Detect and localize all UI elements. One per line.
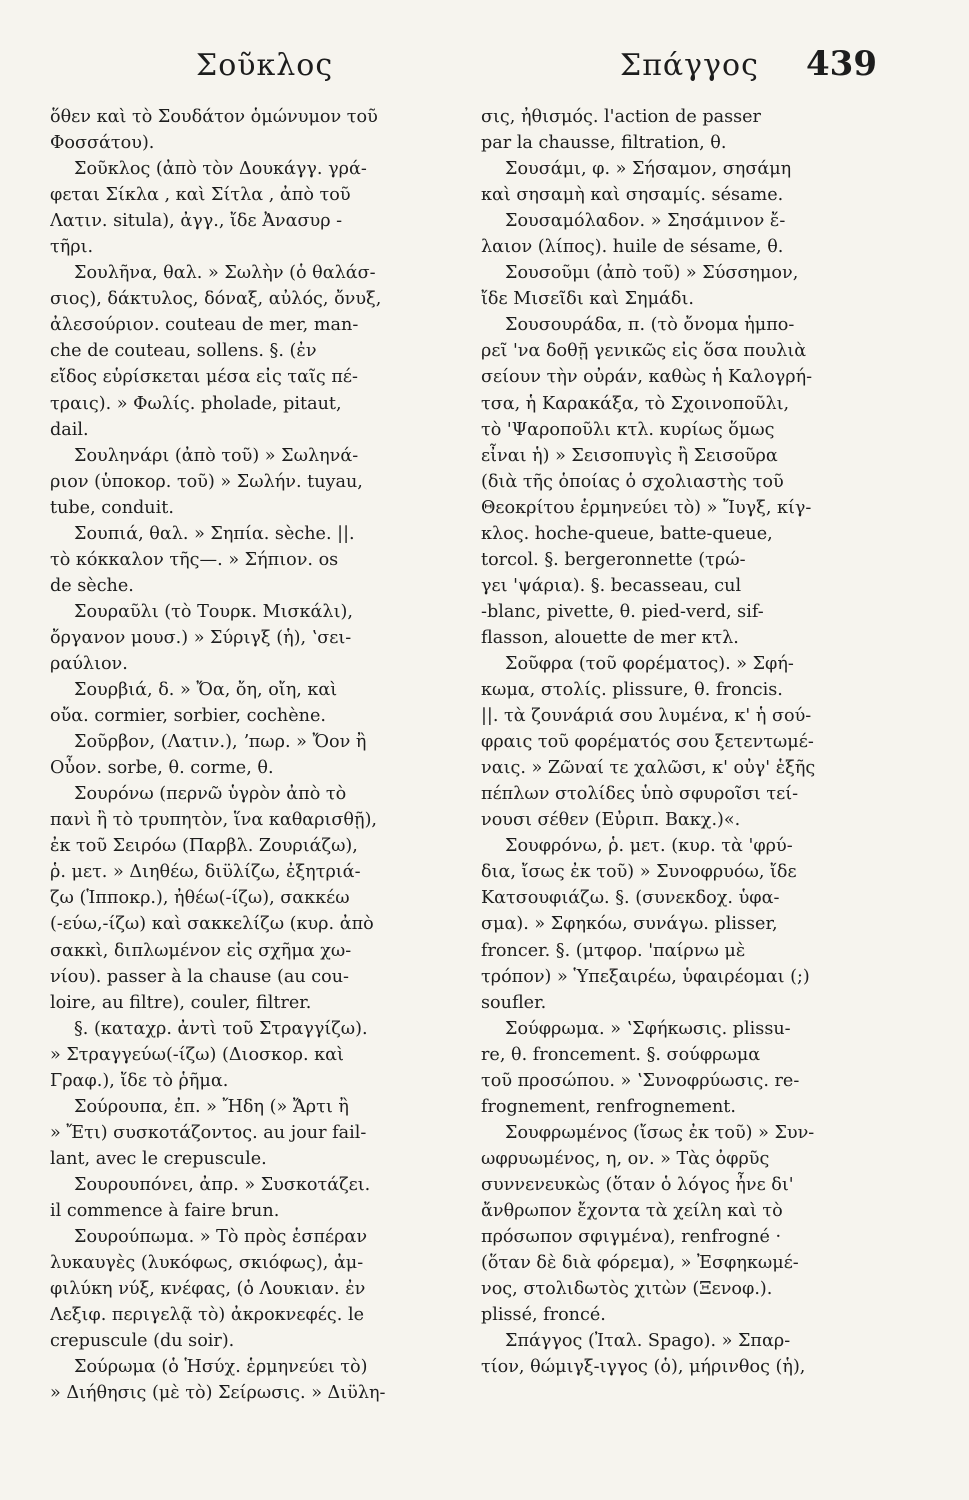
text-line: πέπλων στολίδες ὑπὸ σφυροῖσι τεί- xyxy=(481,784,799,805)
text-line: frognement, renfrognement. xyxy=(481,1096,736,1117)
text-line: τραις). » Φωλίς. pholade, pitaut, xyxy=(50,393,342,414)
text-line: φιλύκη νύξ, κνέφας, (ὁ Λουκιαν. ἐν xyxy=(50,1279,366,1300)
text-line: εἶναι ἡ) » Σεισοπυγὶς ἢ Σεισοῦρα xyxy=(481,445,778,466)
text-line: σις, ἠθισμός. l'action de passer xyxy=(481,107,761,127)
text-line: εἴδος εὑρίσκεται μέσα εἰς ταῖς πέ- xyxy=(50,367,358,388)
text-line: de sèche. xyxy=(50,575,134,596)
text-line: ωφρυωμένος, η, ον. » Τὰς ὀφρῦς xyxy=(481,1148,770,1169)
text-line: (διὰ τῆς ὁποίας ὁ σχολιαστὴς τοῦ xyxy=(481,471,784,492)
text-line: Σουπιά, θαλ. » Σηπία. sèche. ||. xyxy=(74,523,355,544)
text-line: Σουσουράδα, π. (τὸ ὄνομα ἡμπο- xyxy=(505,315,795,336)
text-line: συννενευκὼς (ὅταν ὁ λόγος ἦνε δι' xyxy=(481,1174,794,1195)
text-line: σμα). » Σφηκόω, συνάγω. plisser, xyxy=(481,914,778,935)
text-line: torcol. §. bergeronnette (τρώ- xyxy=(481,549,746,570)
text-line: Γραφ.), ἴδε τὸ ῥῆμα. xyxy=(50,1070,229,1091)
text-line: ραύλιον. xyxy=(50,653,128,674)
text-line: il commence à faire brun. xyxy=(50,1200,280,1221)
text-line: σακκὶ, διπλωμένον εἰς σχῆμα χω- xyxy=(50,940,352,961)
text-line: Σουλῆνα, θαλ. » Σωλὴν (ὁ θαλάσ- xyxy=(74,263,376,284)
text-line: lant, avec le crepuscule. xyxy=(50,1148,267,1169)
text-line: τσα, ἡ Καρακάξα, τὸ Σχοινοποῦλι, xyxy=(481,393,790,414)
text-line: §. (καταχρ. ἀντὶ τοῦ Στραγγίζω). xyxy=(74,1018,368,1039)
text-line: τρόπον) » Ὑπεξαιρέω, ὑφαιρέομαι (;) xyxy=(481,966,810,987)
text-line: che de couteau, sollens. §. (ἐν xyxy=(50,341,317,362)
text-line: ναις. » Ζῶναί τε χαλῶσι, κ' οὐγ' ἑξῆς xyxy=(481,758,816,779)
text-line: ἄνθρωπον ἔχοντα τὰ χείλη καὶ τὸ xyxy=(481,1200,783,1221)
text-line: Σπάγγος (Ἰταλ. Spago). » Σπαρ- xyxy=(505,1331,791,1352)
text-line: τῆρι. xyxy=(50,237,94,258)
text-line: ῥ. μετ. » Διηθέω, διϋλίζω, ἐξητριά- xyxy=(50,862,361,883)
text-line: flasson, alouette de mer κτλ. xyxy=(481,627,739,648)
text-line: τίον, θώμιγξ-ιγγος (ὁ), μήρινθος (ἡ), xyxy=(481,1357,806,1378)
text-line: φραις τοῦ φορέματός σου ξετεντωμέ- xyxy=(481,732,814,753)
text-line: πανὶ ἢ τὸ τρυπητὸν, ἵνα καθαρισθῇ), xyxy=(50,810,378,831)
running-head-right: Σπάγγος xyxy=(620,48,759,83)
text-line: οὔα. cormier, sorbier, cochène. xyxy=(50,706,326,727)
text-line: σείουν τὴν οὐράν, καθὼς ἡ Καλογρή- xyxy=(481,367,813,388)
text-line: Σουφρωμένος (ἴσως ἐκ τοῦ) » Συν- xyxy=(505,1122,815,1143)
text-line: λαιον (λίπος). huile de sésame, θ. xyxy=(481,237,784,258)
text-line: δια, ἴσως ἐκ τοῦ) » Συνοφρυόω, ἴδε xyxy=(481,862,797,883)
text-line: Σουρούπωμα. » Τὸ πρὸς ἑσπέραν xyxy=(74,1227,368,1248)
text-line: ριον (ὑποκορ. τοῦ) » Σωλήν. tuyau, xyxy=(50,471,363,492)
text-line: Σουσοῦμι (ἀπὸ τοῦ) » Σύσσημον, xyxy=(505,263,799,284)
text-line: Φοσσάτου). xyxy=(50,133,155,154)
text-line: ἐκ τοῦ Σειρόω (Παρβλ. Ζουριάζω), xyxy=(50,836,358,857)
text-line: ἴδε Μισεῖδι καὶ Σημάδι. xyxy=(481,289,694,310)
text-line: loire, au filtre), couler, filtrer. xyxy=(50,992,312,1013)
text-line: φεται Σίκλα , καὶ Σίτλα , ἀπὸ τοῦ xyxy=(50,185,351,206)
text-line: ὄργανον μουσ.) » Σύριγξ (ἡ), ʽσει- xyxy=(50,627,352,648)
text-line: Λεξιφ. περιγελᾷ τὸ) ἀκροκνεφές. le xyxy=(50,1305,364,1326)
right-column xyxy=(481,104,913,1380)
text-line: ἀλεσούριον. couteau de mer, man- xyxy=(50,315,359,336)
text-line: re, θ. froncement. §. σούφρωμα xyxy=(481,1044,761,1065)
text-line: πρόσωπον σφιγμένα), renfrogné · xyxy=(481,1227,782,1248)
text-line: τὸ κόκκαλον τῆς—. » Σήπιον. os xyxy=(50,549,339,570)
text-line: Κατσουφιάζω. §. (συνεκδοχ. ὑφα- xyxy=(481,888,780,909)
left-column xyxy=(50,104,464,1406)
text-line: Οὖον. sorbe, θ. corme, θ. xyxy=(50,758,274,779)
text-line: Σουρουπόνει, ἀπρ. » Συσκοτάζει. xyxy=(74,1174,371,1195)
text-line: νος, στολιδωτὸς χιτὼν (Ξενοφ.). xyxy=(481,1279,773,1300)
text-line: Σούρουπα, ἐπ. » Ἤδη (» Ἄρτι ἢ xyxy=(74,1096,349,1117)
text-line: κλος. hoche-queue, batte-queue, xyxy=(481,523,773,544)
text-line: froncer. §. (μτφορ. 'παίρνω μὲ xyxy=(481,940,746,961)
text-line: » Διήθησις (μὲ τὸ) Σείρωσις. » Διϋλη- xyxy=(50,1383,386,1404)
text-line: » Στραγγεύω(-ίζω) (Διοσκορ. καὶ xyxy=(50,1044,344,1065)
text-line: σιος), δάκτυλος, δόναξ, αὐλός, ὄνυξ, xyxy=(50,289,382,310)
text-line: τοῦ προσώπου. » ʽΣυνοφρύωσις. re- xyxy=(481,1070,800,1091)
text-line: Σουσαμόλαδον. » Σησάμινον ἔ- xyxy=(505,211,786,232)
text-line: (ὅταν δὲ διὰ φόρεμα), » Ἐσφηκωμέ- xyxy=(481,1253,799,1274)
text-line: Σούρωμα (ὁ Ἡσύχ. ἑρμηνεύει τὸ) xyxy=(74,1357,368,1378)
text-line: γει 'ψάρια). §. becasseau, cul xyxy=(481,575,742,596)
text-line: καὶ σησαμὴ καὶ σησαμίς. sésame. xyxy=(481,185,784,206)
text-line: νίου). passer à la chause (au cou- xyxy=(50,966,349,987)
text-line: ζω (Ἱπποκρ.), ἠθέω(-ίζω), σακκέω xyxy=(50,888,350,909)
text-line: Σούφρωμα. » ʽΣφήκωσις. plissu- xyxy=(505,1018,791,1039)
text-line: λυκαυγὲς (λυκόφως, σκιόφως), ἀμ- xyxy=(50,1253,364,1274)
text-line: Λατιν. situla), ἀγγ., ἴδε Ἀνασυρ - xyxy=(50,211,343,232)
text-line: νουσι σέθεν (Εὐριπ. Βακχ.)«. xyxy=(481,810,741,831)
text-line: τὸ 'Ψαροποῦλι κτλ. κυρίως ὅμως xyxy=(481,419,775,440)
running-head-left: Σοῦκλος xyxy=(196,48,334,83)
text-line: (-εύω,-ίζω) καὶ σακκελίζω (κυρ. ἀπὸ xyxy=(50,914,374,935)
text-line: Σουληνάρι (ἀπὸ τοῦ) » Σωληνά- xyxy=(74,445,359,466)
text-line: Θεοκρίτου ἑρμηνεύει τὸ) » Ἴυγξ, κίγ- xyxy=(481,497,812,518)
text-line: Σοῦφρα (τοῦ φορέματος). » Σφή- xyxy=(505,653,794,674)
text-line: ||. τὰ ζουνάριά σου λυμένα, κ' ἡ σού- xyxy=(481,706,812,727)
text-line: Σουρόνω (περνῶ ὑγρὸν ἀπὸ τὸ xyxy=(74,784,347,805)
text-line: Σοῦρβον, (Λατιν.), ʼπωρ. » Ὄον ἢ xyxy=(74,732,367,753)
text-line: Σουσάμι, φ. » Σήσαμον, σησάμη xyxy=(505,159,792,180)
text-line: ρεῖ 'να δοθῇ γενικῶς εἰς ὅσα πουλιὰ xyxy=(481,341,807,362)
text-line: Σουφρόνω, ῥ. μετ. (κυρ. τὰ 'φρύ- xyxy=(505,836,793,857)
text-line: Σοῦκλος (ἀπὸ τὸν Δουκάγγ. γρά- xyxy=(74,159,367,180)
text-line: soufler. xyxy=(481,992,547,1013)
page-number: 439 xyxy=(806,44,877,84)
text-line: par la chausse, filtration, θ. xyxy=(481,133,727,154)
text-line: » Ἔτι) συσκοτάζοντος. au jour fail- xyxy=(50,1122,367,1143)
text-line: ὅθεν καὶ τὸ Σουδάτον ὁμώνυμον τοῦ xyxy=(50,107,378,127)
text-line: -blanc, pivette, θ. pied-verd, sif- xyxy=(481,601,764,622)
text-line: Σουραῦλι (τὸ Τουρκ. Μισκάλι), xyxy=(74,601,353,622)
text-line: κωμα, στολίς. plissure, θ. froncis. xyxy=(481,680,783,701)
text-line: crepuscule (du soir). xyxy=(50,1331,235,1352)
text-line: tube, conduit. xyxy=(50,497,174,518)
text-line: Σουρβιά, δ. » Ὄα, ὄη, οἴη, καὶ xyxy=(74,680,338,701)
text-line: dail. xyxy=(50,419,89,440)
text-line: plissé, froncé. xyxy=(481,1305,606,1326)
